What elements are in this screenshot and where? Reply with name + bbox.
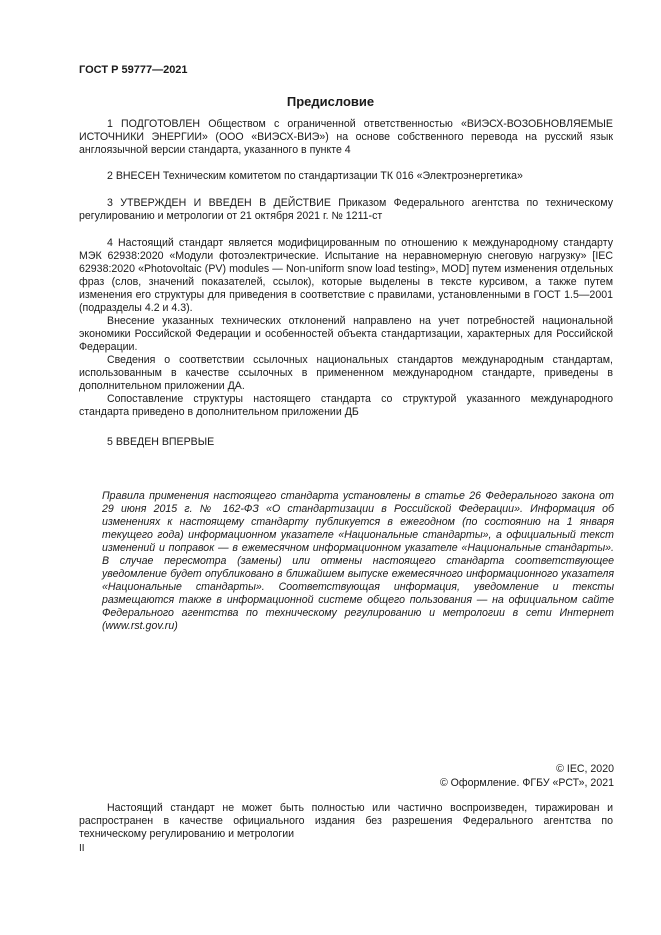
item-2 bbox=[79, 170, 613, 183]
item-4-extra-1: Внесение указанных технических отклонений направлено на учет потребностей национальной экономики Российской Федерации и особенностей объекта стандартизации, характерных для Российской Федерации. bbox=[79, 315, 613, 353]
item-4 bbox=[79, 237, 613, 419]
item-4-extra-3: Сопоставление структуры настоящего стандарта со структурой указанного международного стандарта приведено в дополнительном приложении ДБ bbox=[79, 393, 613, 418]
reproduction-notice bbox=[79, 802, 613, 841]
item-3 bbox=[79, 197, 613, 223]
copyright-rst: © Оформление. ФГБУ «РСТ», 2021 bbox=[439, 777, 614, 789]
reproduction-notice-text: Настоящий стандарт не может быть полностью или частично воспроизведен, тиражирован и распространен в качестве официального издания без разрешения Федерального агентства по техническому регулированию и метрологии bbox=[79, 802, 613, 840]
item-2-text: 2 ВНЕСЕН Техническим комитетом по стандартизации ТК 016 «Электроэнергетика» bbox=[107, 170, 523, 182]
page-number: II bbox=[79, 843, 85, 854]
item-4-text: 4 Настоящий стандарт является модифицированным по отношению к международному стандарту МЭК 62938:2020 «Модули фотоэлектрические. Испытание на неравномерную снеговую нагрузку» [IEC 62938:2020 «Photovoltaic (PV) modules — Non-uniform snow load testing», MOD] путем изменения отдельных фраз (слов, значений показателей, ссылок), которые выделены в тексте курсивом, а также путем изменения его структуры для приведения в соответствие с правилами, установленными в ГОСТ 1.5—2001 (подразделы 4.2 и 4.3). bbox=[79, 237, 613, 314]
official-notice-text: Правила применения настоящего стандарта установлены в статье 26 Федерального закона от 29 июня 2015 г. № 162-ФЗ «О стандартизации в Российской Федерации». Информация об изменениях к настоящему стандарту публикуется в ежегодном (по состоянию на 1 января текущего года) информационном указателе «Национальные стандарты», а официальный текст изменений и поправок — в ежемесячном информационном указателе «Национальные стандарты». В случае пересмотра (замены) или отмены настоящего стандарта соответствующее уведомление будет опубликовано в ближайшем выпуске ежемесячного информационного указателя «Национальные стандарты». Соответствующая информация, уведомление и тексты размещаются также в информационной системе общего пользования — на официальном сайте Федерального агентства по техническому регулированию и метрологии в сети Интернет (www.rst.gov.ru) bbox=[102, 490, 614, 632]
item-5-text: 5 ВВЕДЕН ВПЕРВЫЕ bbox=[107, 436, 215, 448]
page-title: Предисловие bbox=[286, 94, 375, 109]
copyright-block bbox=[440, 762, 614, 790]
item-3-text: 3 УТВЕРЖДЕН И ВВЕДЕН В ДЕЙСТВИЕ Приказом Федерального агентства по техническому регулированию и метрологии от 21 октября 2021 г. № 1211-ст bbox=[79, 197, 613, 222]
item-4-extra-2: Сведения о соответствии ссылочных национальных стандартов международным стандартам, использованным в качестве ссылочных в примененном международном стандарте, приведены в дополнительном приложении ДА. bbox=[79, 354, 613, 392]
copyright-iec: © IEC, 2020 bbox=[556, 763, 614, 775]
item-5 bbox=[79, 436, 613, 449]
document-header: ГОСТ Р 59777—2021 bbox=[79, 64, 188, 76]
item-1 bbox=[79, 118, 613, 157]
official-notice bbox=[102, 490, 614, 633]
item-1-text: 1 ПОДГОТОВЛЕН Обществом с ограниченной ответственностью «ВИЭСХ-ВОЗОБНОВЛЯЕМЫЕ ИСТОЧНИКИ ЭНЕРГИИ» (ООО «ВИЭСХ-ВИЭ») на основе собственного перевода на русский язык англоязычной версии стандарта, указанного в пункте 4 bbox=[79, 118, 613, 156]
